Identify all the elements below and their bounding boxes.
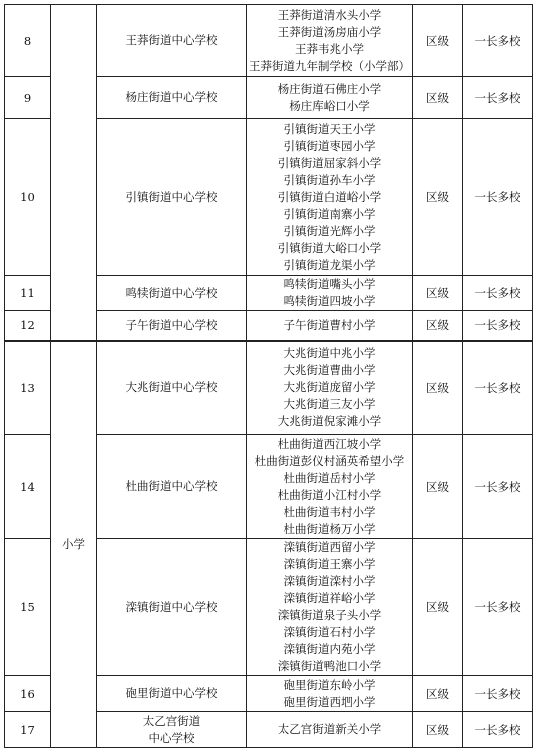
school-item: 引镇街道大峪口小学 (277, 240, 382, 255)
center-school-name: 引镇街道中心学校 (97, 119, 247, 276)
row-number: 11 (5, 276, 51, 311)
level-cell: 区级 (413, 341, 463, 435)
center-school-name: 鸣犊街道中心学校 (97, 276, 247, 311)
center-school-name-line: 太乙宫街道 (142, 713, 201, 728)
mode-cell: 一长多校 (463, 539, 533, 676)
school-list (247, 119, 413, 276)
school-item: 滦镇街道王寨小学 (283, 557, 376, 571)
level-cell: 区级 (413, 712, 463, 748)
row-number: 15 (5, 539, 51, 676)
school-list (247, 311, 413, 341)
mode-cell: 一长多校 (463, 435, 533, 539)
school-item: 滦镇街道滦村小学 (283, 574, 376, 588)
school-item: 太乙宫街道新关小学 (277, 722, 382, 736)
school-item: 滦镇街道西留小学 (283, 540, 376, 554)
mode-cell: 一长多校 (463, 311, 533, 341)
row-number: 17 (5, 712, 51, 748)
level-cell: 区级 (413, 539, 463, 676)
mode-cell: 一长多校 (463, 5, 533, 77)
school-item: 杜曲街道彭仪村涵英希望小学 (254, 453, 405, 468)
school-item: 滦镇街道鸭池口小学 (277, 659, 382, 673)
center-school-name: 王莽街道中心学校 (97, 5, 247, 77)
school-table (4, 4, 533, 748)
school-list (247, 712, 413, 748)
center-school-name: 杨庄街道中心学校 (97, 77, 247, 119)
school-item: 杜曲街道西江坡小学 (277, 436, 382, 451)
level-cell: 区级 (413, 676, 463, 712)
school-item: 引镇街道枣园小学 (283, 138, 376, 153)
level-cell: 区级 (413, 311, 463, 341)
stage-label: 小学 (51, 341, 97, 748)
school-list (247, 676, 413, 712)
school-item: 滦镇街道内苑小学 (283, 642, 376, 656)
mode-cell: 一长多校 (463, 276, 533, 311)
school-item: 王莽韦兆小学 (295, 41, 364, 56)
row-number: 9 (5, 77, 51, 119)
center-school-name (97, 712, 247, 748)
row-number: 10 (5, 119, 51, 276)
stage-cell-blank (51, 5, 97, 341)
school-item: 大兆街道中兆小学 (283, 346, 376, 361)
row-number: 12 (5, 311, 51, 341)
center-school-name: 滦镇街道中心学校 (97, 539, 247, 676)
school-item: 引镇街道白道峪小学 (277, 189, 382, 204)
table-row (5, 341, 533, 435)
school-item: 引镇街道龙渠小学 (283, 257, 376, 272)
school-list (247, 276, 413, 311)
school-item: 引镇街道孙车小学 (283, 172, 376, 187)
school-item: 砲里街道东岭小学 (283, 677, 376, 692)
mode-cell: 一长多校 (463, 676, 533, 712)
school-list (247, 435, 413, 539)
school-item: 鸣犊街道嘴头小学 (283, 277, 376, 291)
school-list (247, 5, 413, 77)
level-cell: 区级 (413, 77, 463, 119)
center-school-name-line: 中心学校 (148, 730, 195, 745)
center-school-name: 砲里街道中心学校 (97, 676, 247, 712)
school-list (247, 341, 413, 435)
level-cell: 区级 (413, 119, 463, 276)
school-item: 王莽街道清水头小学 (277, 7, 382, 22)
school-item: 子午街道曹村小学 (283, 317, 376, 332)
school-item: 引镇街道南寨小学 (283, 206, 376, 221)
school-item: 引镇街道天王小学 (283, 121, 376, 136)
row-number: 13 (5, 341, 51, 435)
level-cell: 区级 (413, 5, 463, 77)
school-item: 杜曲街道小江村小学 (277, 487, 382, 502)
center-school-name: 子午街道中心学校 (97, 311, 247, 341)
school-item: 引镇街道屈家斜小学 (277, 155, 382, 170)
mode-cell: 一长多校 (463, 119, 533, 276)
table-row (5, 5, 533, 77)
school-item: 大兆街道庞留小学 (283, 380, 376, 395)
school-item: 大兆街道三友小学 (283, 397, 376, 412)
school-item: 王莽街道汤房庙小学 (277, 24, 382, 39)
school-list (247, 539, 413, 676)
mode-cell: 一长多校 (463, 77, 533, 119)
school-item: 滦镇街道泉子头小学 (277, 608, 382, 622)
row-number: 16 (5, 676, 51, 712)
school-item: 鸣犊街道四坡小学 (283, 294, 376, 308)
mode-cell: 一长多校 (463, 341, 533, 435)
school-item: 杜曲街道岳村小学 (283, 470, 376, 485)
school-item: 滦镇街道石村小学 (283, 625, 376, 639)
school-item: 王莽街道九年制学校（小学部） (249, 58, 410, 73)
school-item: 杜曲街道韦村小学 (283, 504, 376, 519)
school-item: 砲里街道西垇小学 (283, 694, 376, 709)
center-school-name: 杜曲街道中心学校 (97, 435, 247, 539)
school-item: 引镇街道光辉小学 (283, 223, 376, 238)
mode-cell: 一长多校 (463, 712, 533, 748)
school-item: 滦镇街道祥峪小学 (283, 591, 376, 605)
school-list (247, 77, 413, 119)
center-school-name: 大兆街道中心学校 (97, 341, 247, 435)
school-item: 杨庄库峪口小学 (289, 98, 370, 113)
level-cell: 区级 (413, 435, 463, 539)
school-item: 大兆街道曹曲小学 (283, 363, 376, 378)
row-number: 8 (5, 5, 51, 77)
row-number: 14 (5, 435, 51, 539)
school-item: 杨庄街道石佛庄小学 (277, 81, 382, 96)
level-cell: 区级 (413, 276, 463, 311)
school-item: 杜曲街道杨万小学 (283, 521, 376, 536)
school-item: 大兆街道倪家滩小学 (277, 414, 382, 429)
